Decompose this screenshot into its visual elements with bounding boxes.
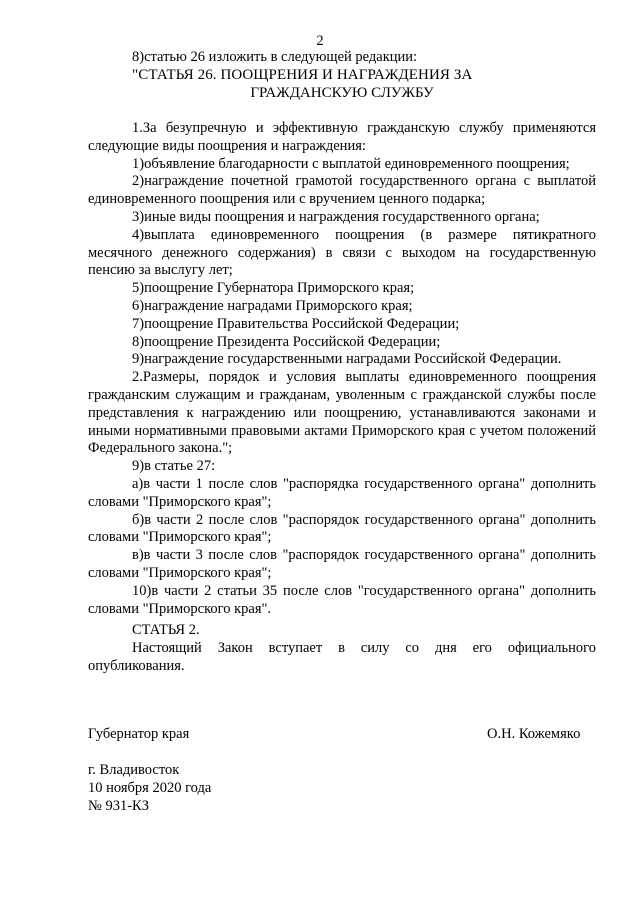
- law-number: № 931-КЗ: [88, 798, 149, 814]
- paragraph: 3)иные виды поощрения и награждения государственного органа;: [132, 208, 540, 225]
- article-2-title: СТАТЬЯ 2.: [132, 622, 200, 638]
- paragraph: а)в части 1 после слов "распорядка государственного органа" дополнить словами "Приморского края";: [88, 475, 596, 510]
- paragraph: 2.Размеры, порядок и условия выплаты единовременного поощрения гражданским служащим и гражданам, уволенным с гражданской службы после представления к награждению или поощрению, устанавливаются законами и иными нормативными правовыми актами Приморского края с учетом положений Федерального закона.";: [88, 369, 596, 457]
- paragraph: б)в части 2 после слов "распорядок государственного органа" дополнить словами "Приморского края";: [88, 511, 596, 546]
- article-2-text: Настоящий Закон вступает в силу со дня его официального опубликования.: [88, 639, 596, 674]
- place: г. Владивосток: [88, 762, 180, 778]
- intro-line: 8)статью 26 изложить в следующей редакции:: [132, 49, 418, 65]
- signature-position: Губернатор края: [88, 726, 190, 742]
- signature-name: О.Н. Кожемяко: [487, 726, 581, 742]
- paragraph: 2)награждение почетной грамотой государственного органа с выплатой единовременного поощрения или с вручением ценного подарка;: [88, 173, 596, 208]
- paragraph: 10)в части 2 статьи 35 после слов "государственного органа" дополнить словами "Приморского края".: [88, 582, 596, 617]
- paragraph: 9)награждение государственными наградами Российской Федерации.: [132, 351, 562, 368]
- page-number: 2: [316, 33, 324, 49]
- article-2: [88, 622, 596, 675]
- paragraph: 8)поощрение Президента Российской Федерации;: [132, 333, 441, 350]
- body-text: [88, 120, 596, 618]
- paragraph: в)в части 3 после слов "распорядок государственного органа" дополнить словами "Приморского края";: [88, 547, 596, 581]
- paragraph: 9)в статье 27:: [132, 458, 216, 475]
- date: 10 ноября 2020 года: [88, 780, 212, 796]
- article-heading-line1: "СТАТЬЯ 26. ПООЩРЕНИЯ И НАГРАЖДЕНИЯ ЗА: [132, 67, 473, 83]
- paragraph: 1.За безупречную и эффективную гражданскую службу применяются следующие виды поощрения и награждения:: [88, 120, 596, 154]
- paragraph: 6)награждение наградами Приморского края;: [132, 297, 413, 314]
- paragraph: 5)поощрение Губернатора Приморского края;: [132, 280, 415, 297]
- article-heading-line2: ГРАЖДАНСКУЮ СЛУЖБУ: [250, 85, 434, 101]
- paragraph: 7)поощрение Правительства Российской Федерации;: [132, 315, 460, 332]
- paragraph: 4)выплата единовременного поощрения (в размере пятикратного месячного денежного содержания) в связи с выходом на государственную пенсию за выслугу лет;: [88, 226, 596, 279]
- paragraph: 1)объявление благодарности с выплатой единовременного поощрения;: [132, 155, 570, 172]
